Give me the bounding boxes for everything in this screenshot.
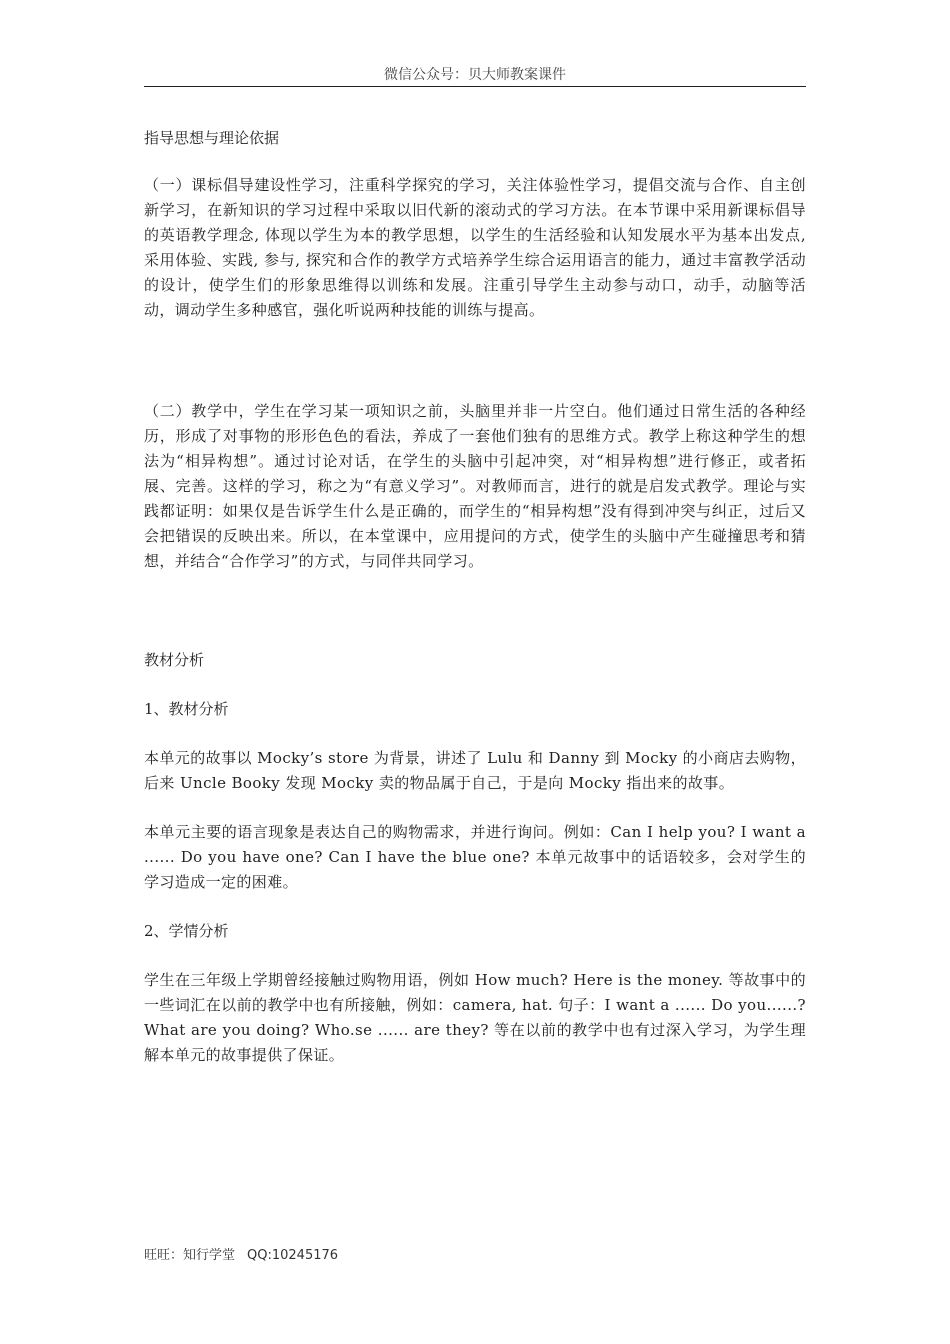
paragraph-material-2: 本单元主要的语言现象是表达自己的购物需求，并进行询问。例如：Can I help you? I want a ...... Do you have one? Can I have the blue one? 本单元故事中的话语较多，会对学生的学习造成一定的困难。 bbox=[144, 823, 806, 891]
page-footer bbox=[144, 1246, 338, 1266]
subheading-student-analysis: 2、学情分析 bbox=[144, 922, 229, 940]
section-heading-guiding-ideas: 指导思想与理论依据 bbox=[144, 129, 280, 147]
footer-qq: QQ:10245176 bbox=[247, 1248, 339, 1263]
paragraph-material-1: 本单元的故事以 Mocky’s store 为背景，讲述了 Lulu 和 Danny 到 Mocky 的小商店去购物，后来 Uncle Booky 发现 Mocky 卖的物品属于自己，于是向 Mocky 指出来的故事。 bbox=[144, 749, 806, 792]
paragraph-guiding-2: （二）教学中，学生在学习某一项知识之前，头脑里并非一片空白。他们通过日常生活的各种经历，形成了对事物的形形色色的看法，养成了一套他们独有的思维方式。教学上称这种学生的想法为“相异构想”。通过讨论对话，在学生的头脑中引起冲突，对“相异构想”进行修正，或者拓展、完善。这样的学习，称之为“有意义学习”。对教师而言，进行的就是启发式教学。理论与实践都证明：如果仅是告诉学生什么是正确的，而学生的“相异构想”没有得到冲突与纠正，过后又会把错误的反映出来。所以，在本堂课中，应用提问的方式，使学生的头脑中产生碰撞思考和猜想，并结合“合作学习”的方式，与同伴共同学习。 bbox=[144, 402, 806, 570]
footer-wangwang: 旺旺：知行学堂 bbox=[144, 1248, 236, 1263]
subheading-material-analysis: 1、教材分析 bbox=[144, 700, 229, 718]
page-header: 微信公众号：贝大师教案课件 bbox=[384, 67, 566, 83]
header-divider bbox=[144, 86, 806, 87]
paragraph-student-1: 学生在三年级上学期曾经接触过购物用语，例如 How much? Here is the money. 等故事中的一些词汇在以前的教学中也有所接触，例如：camera, hat. 句子：I want a ...... Do you......? What are you doing? Who.se ...... are they? 等在以前的教学中也有过深入学习，为学生理解本单元的故事提供了保证。 bbox=[144, 971, 806, 1064]
section-heading-material-analysis: 教材分析 bbox=[144, 651, 205, 669]
paragraph-guiding-1: （一）课标倡导建设性学习，注重科学探究的学习，关注体验性学习，提倡交流与合作、自主创新学习，在新知识的学习过程中采取以旧代新的滚动式的学习方法。在本节课中采用新课标倡导的英语教学理念, 体现以学生为本的教学思想，以学生的生活经验和认知发展水平为基本出发点, 采用体验、实践, 参与, 探究和合作的教学方式培养学生综合运用语言的能力，通过丰富教学活动的设计，使学生们的形象思维得以训练和发展。注重引导学生主动参与动口，动手，动脑等活动，调动学生多种感官，强化听说两种技能的训练与提高。 bbox=[144, 176, 806, 319]
document-body bbox=[144, 124, 806, 1068]
